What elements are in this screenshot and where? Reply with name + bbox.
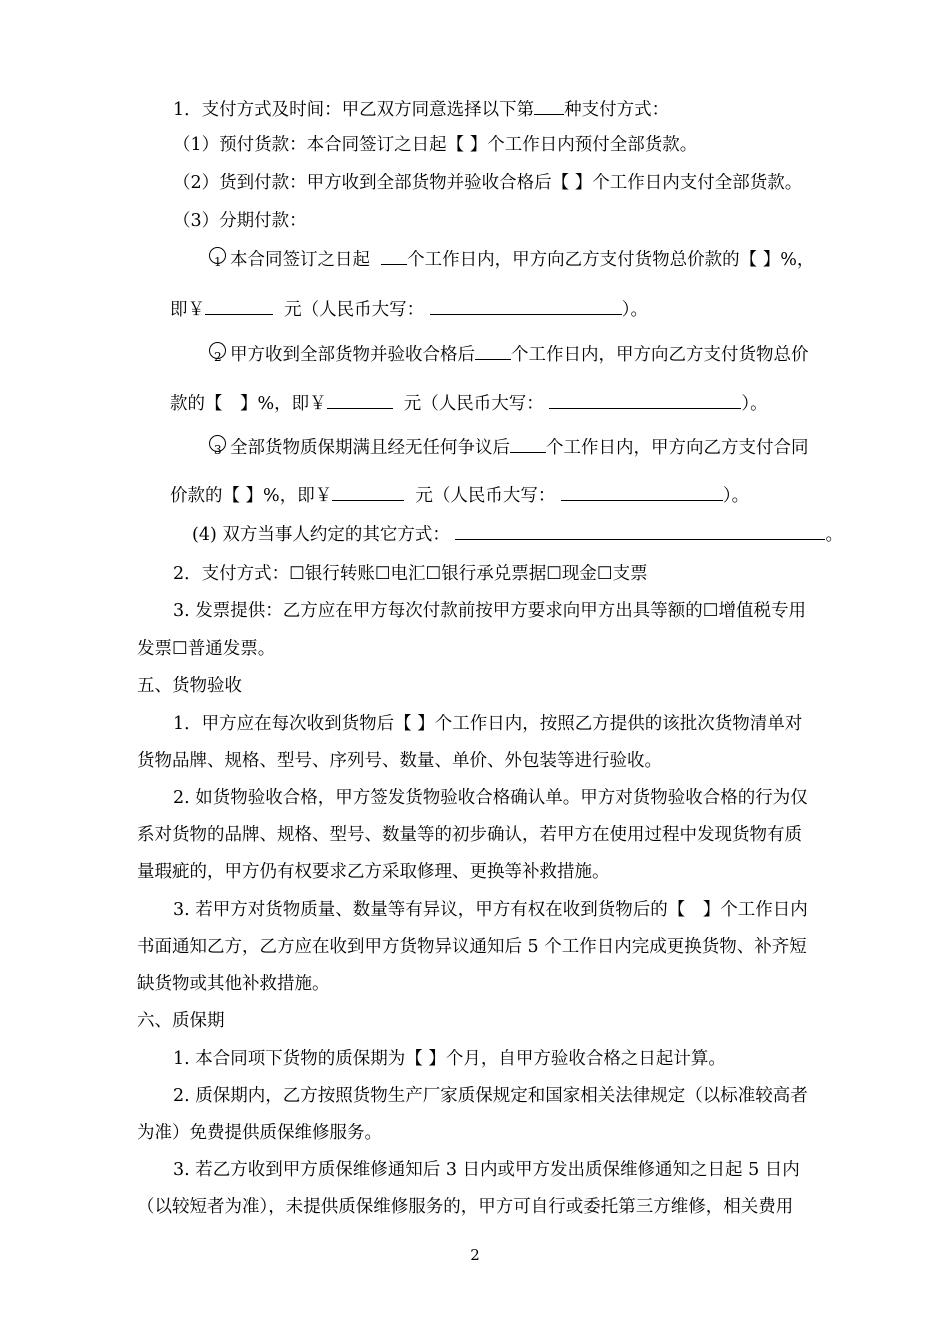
section-heading-acceptance: 五、货物验收 [137, 676, 242, 696]
installment-2: 2 甲方收到全部货物并验收合格后 个工作日内，甲方向乙方支付货物总价 [208, 341, 809, 367]
blank-field [510, 434, 546, 453]
blank-field [534, 96, 564, 115]
page-number: 2 [470, 1246, 480, 1264]
acceptance-p3-line-3: 缺货物或其他补救措施。 [137, 974, 330, 994]
acceptance-p2-line-2: 系对货物的品牌、规格、型号、数量等的初步确认，若甲方在使用过程中发现货物有质 [137, 825, 802, 845]
acceptance-p3-line-2: 书面通知乙方，乙方应在收到甲方货物异议通知后 5 个工作日内完成更换货物、补齐短 [137, 937, 807, 957]
acceptance-p3-line-1: 3. 若甲方对货物质量、数量等有异议，甲方有权在收到货物后的【 】个工作日内 [173, 900, 808, 920]
installment-3: 3 全部货物质保期满且经无任何争议后 个工作日内，甲方向乙方支付合同 [208, 434, 809, 460]
payment-clause-1: 1．支付方式及时间：甲乙双方同意选择以下第 种支付方式： [173, 96, 669, 122]
installment-1-amount: 即￥ 元（人民币大写： ）。 [170, 296, 648, 322]
blank-field [561, 482, 723, 501]
installment-3-amount: 价款的【 】%，即￥ 元（人民币大写： ）。 [170, 482, 749, 508]
acceptance-p1-line-2: 货物品牌、规格、型号、序列号、数量、单价、外包装等进行验收。 [137, 751, 662, 771]
section-heading-warranty: 六、质保期 [137, 1011, 225, 1031]
acceptance-p1-line-1: 1．甲方应在每次收到货物后【 】个工作日内，按照乙方提供的该批次货物清单对 [173, 714, 803, 734]
acceptance-p2-line-3: 量瑕疵的，甲方仍有权要求乙方采取修理、更换等补救措施。 [137, 862, 610, 882]
warranty-p2-line-1: 2. 质保期内，乙方按照货物生产厂家质保规定和国家相关法律规定（以标准较高者 [173, 1086, 808, 1106]
invoice-clause-line-2: 发票☐普通发票。 [137, 639, 276, 659]
blank-field [475, 341, 511, 360]
warranty-p1: 1. 本合同项下货物的质保期为【 】个月，自甲方验收合格之日起计算。 [173, 1049, 726, 1069]
warranty-p3-line-2: （以较短者为准），未提供质保维修服务的，甲方可自行或委托第三方维修，相关费用 [137, 1197, 794, 1217]
blank-field [549, 390, 741, 409]
installment-2-amount: 款的【 】%，即￥ 元（人民币大写： ）。 [170, 390, 768, 416]
circled-number-icon: 1 [208, 246, 230, 270]
payment-option-3: （3）分期付款： [173, 211, 307, 231]
acceptance-p2-line-1: 2. 如货物验收合格，甲方签发货物验收合格确认单。甲方对货物验收合格的行为仅 [173, 788, 808, 808]
blank-field [205, 296, 273, 315]
warranty-p3-line-1: 3. 若乙方收到甲方质保维修通知后 3 日内或甲方发出质保维修通知之日起 5 日内 [173, 1160, 800, 1180]
payment-option-4: (4) 双方当事人约定的其它方式： 。 [192, 521, 843, 547]
payment-option-2: （2）货到付款：甲方收到全部货物并验收合格后【 】个工作日内支付全部货款。 [173, 173, 803, 193]
circled-number-icon: 2 [208, 341, 230, 365]
installment-1: 1 本合同签订之日起 个工作日内，甲方向乙方支付货物总价款的【 】%， [208, 246, 814, 272]
blank-field [430, 296, 622, 315]
warranty-p2-line-2: 为准）免费提供质保维修服务。 [137, 1123, 382, 1143]
blank-field [381, 246, 407, 265]
invoice-clause-line-1: 3. 发票提供：乙方应在甲方每次付款前按甲方要求向甲方出具等额的☐增值税专用 [173, 601, 806, 621]
blank-field [455, 521, 825, 540]
blank-field [332, 482, 404, 501]
blank-field [327, 390, 393, 409]
circled-number-icon: 3 [208, 434, 230, 458]
payment-method-clause: 2．支付方式：☐银行转账☐电汇☐银行承兑票据☐现金☐支票 [173, 564, 648, 584]
payment-option-1: （1）预付货款：本合同签订之日起【 】个工作日内预付全部货款。 [173, 135, 698, 155]
